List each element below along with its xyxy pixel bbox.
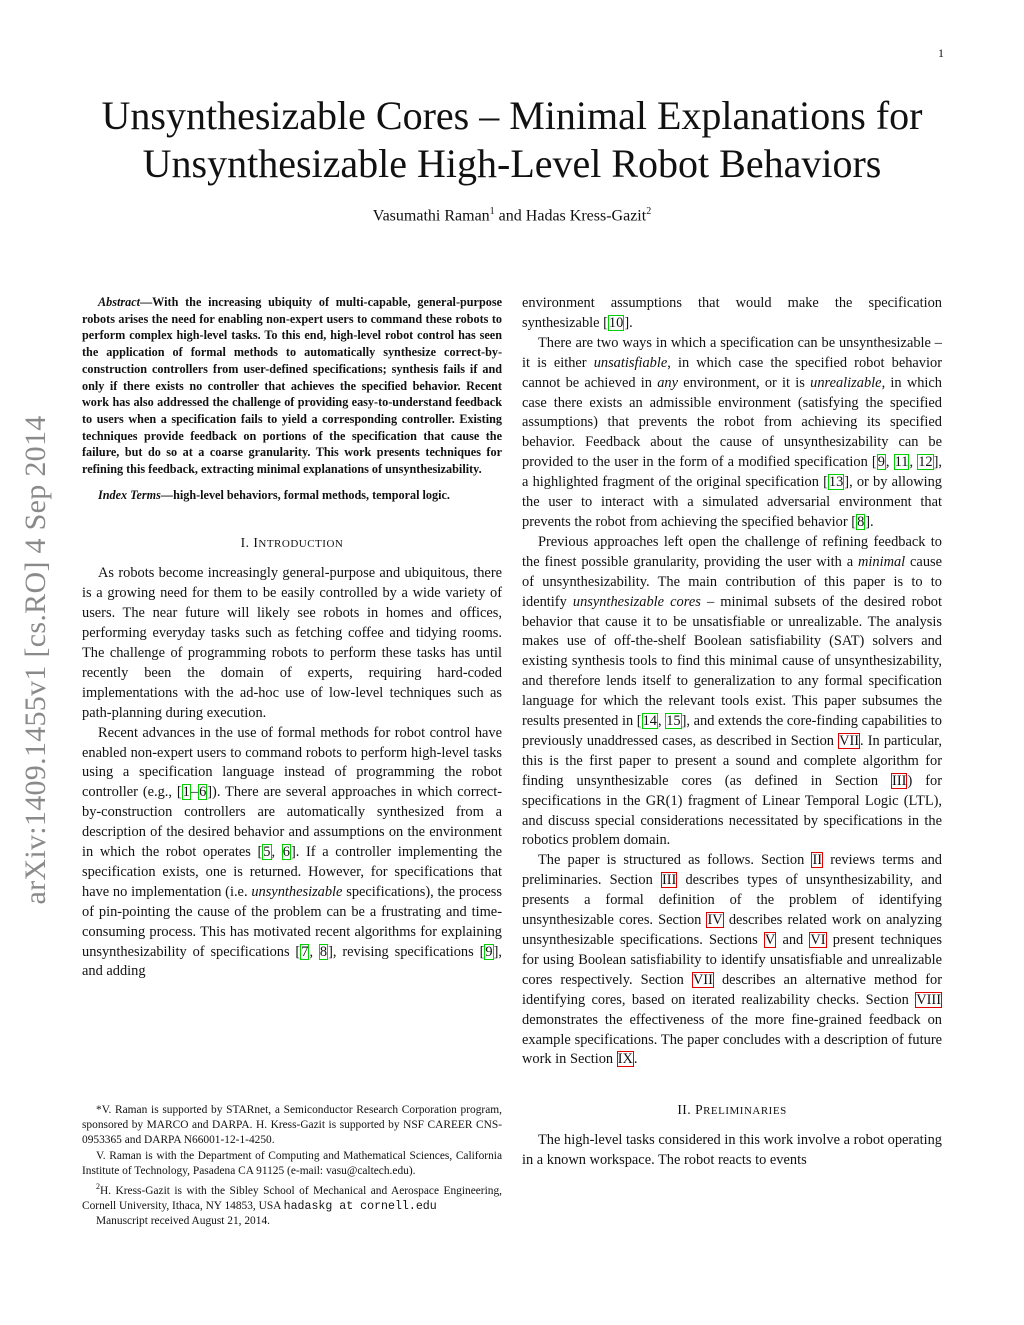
right-paragraph-0: environment assumptions that would make the specification synthesizable [10]. bbox=[522, 295, 942, 331]
abstract-label: Abstract bbox=[98, 295, 140, 309]
citation-link[interactable]: 11 bbox=[894, 454, 909, 471]
section-link[interactable]: IX bbox=[617, 1051, 633, 1068]
citation-link[interactable]: 1 bbox=[182, 784, 190, 801]
citation-link[interactable]: 12 bbox=[918, 454, 933, 471]
section-initial: I bbox=[253, 535, 259, 551]
citation-link[interactable]: 14 bbox=[642, 713, 657, 730]
author-2-sup: 2 bbox=[646, 206, 652, 217]
section-link[interactable]: VII bbox=[839, 732, 860, 749]
paper-title bbox=[40, 92, 984, 188]
preliminaries-paragraph-1: The high-level tasks considered in this work involve a robot operating in a known workspace. The robot reacts to events bbox=[522, 1132, 942, 1169]
section-link[interactable]: VI bbox=[810, 932, 826, 948]
citation-link[interactable]: 9 bbox=[877, 454, 885, 471]
abstract-text: —With the increasing ubiquity of multi-capable, general-purpose robots arises the need for enabling non-expert users to command these robots to perform complex high-level tasks. To this end, high-level robot control has seen the application of formal methods to automatically synthesize correct-by-construction controllers from user-defined specifications; synthesis fails if and only if there exists no controller that achieves the specified behavior. Recent work has also addressed the challenge of providing easy-to-understand feedback to users when a specification fails to yield a corresponding controller. Existing techniques provide feedback on portions of the specification that cause the failure, but do so at a coarse granularity. This work presents techniques for refining this feedback, extracting minimal explanations of unsynthesizability. bbox=[82, 295, 502, 477]
right-paragraph-3: The paper is structured as follows. Section II reviews terms and preliminaries. Section III describes types of unsynthesizability, and presents a formal definition of the problem of identifying unsynthesizable cores. Section IV describes related work on analyzing unsynthesizable specifications. Sections V and VI present techniques for using Boolean satisfiability to identify unsatisfiable and unrealizable cores respectively. Section VII describes an alternative method for identifying cores, based on iterated realizability checks. Section VIII demonstrates the effectiveness of the more fine-grained feedback on example specifications. The paper concludes with a description of future work in Section IX. bbox=[522, 852, 943, 1068]
citation-link[interactable]: 5 bbox=[263, 844, 271, 861]
title-line-1: Unsynthesizable Cores – Minimal Explanations for bbox=[101, 93, 923, 138]
citation-link[interactable]: 7 bbox=[301, 943, 309, 960]
section-link[interactable]: V bbox=[764, 932, 776, 948]
intro-paragraph-1: As robots become increasingly general-purpose and ubiquitous, there is a growing need for them to be easily controlled by a wide variety of users. The near future will likely see robots in homes and offices, performing everyday tasks such as fetching coffee and tidying rooms. The challenge of programming robots to perform these tasks has until recently been the domain of experts, requiring hard-coded implementations with the ad-hoc use of low-level techniques such as path-planning during execution. bbox=[82, 565, 502, 721]
section-heading-introduction bbox=[82, 533, 502, 555]
index-terms bbox=[82, 487, 502, 504]
author-1: Vasumathi Raman bbox=[372, 207, 490, 225]
section-link[interactable]: IV bbox=[707, 912, 723, 929]
section-title-rest: NTRODUCTION bbox=[258, 538, 344, 551]
citation-link[interactable]: 9 bbox=[485, 943, 493, 960]
intro-paragraph-2: Recent advances in the use of formal methods for robot control have enabled non-expert users to command robots to perform high-level tasks using a specification language instead of programming the robot controller (e.g., [1–6]). There are several approaches in which correct-by-construction controllers are automatically synthesized from a description of the desired behavior and assumptions on the environment in which the robot operates [5, 6]. If a controller implementing the specification exists, one is returned. However, for specifications that have no implementation (i.e. unsynthesizable specifications), the process of pin-pointing the cause of the problem can be a frustrating and time-consuming process. This has motivated recent algorithms for explaining unsynthesizability of specifications [7, 8], revising specifications [9], and adding bbox=[82, 724, 502, 980]
footnote-funding: *V. Raman is supported by STARnet, a Semiconductor Research Corporation program, sponsored by MARCO and DARPA. H. Kress-Gazit is supported by NSF CAREER CNS-0953365 and DARPA N66001-12-1-4250. bbox=[82, 1104, 502, 1147]
author-2: Hadas Kress-Gazit bbox=[525, 207, 647, 225]
citation-link[interactable]: 8 bbox=[857, 513, 865, 530]
footnote-manuscript: Manuscript received August 21, 2014. bbox=[96, 1215, 270, 1228]
index-terms-text: —high-level behaviors, formal methods, temporal logic. bbox=[160, 487, 450, 502]
email-address: hadaskg at cornell.edu bbox=[283, 1200, 437, 1214]
footnotes bbox=[82, 1103, 502, 1229]
title-line-2: Unsynthesizable High-Level Robot Behaviors bbox=[142, 141, 882, 186]
arxiv-id: arXiv:1409.1455v1 [cs.RO] 4 Sep 2014 bbox=[19, 415, 52, 905]
section-number: I. bbox=[240, 535, 254, 551]
footnote-raman: V. Raman is with the Department of Computing and Mathematical Sciences, California Institute of Technology, Pasadena CA 91125 (e-mail: vasu@caltech.edu). bbox=[82, 1149, 502, 1177]
section-link[interactable]: III bbox=[661, 872, 677, 889]
citation-link[interactable]: 8 bbox=[319, 943, 328, 960]
index-terms-label: Index Terms bbox=[98, 487, 161, 502]
section-initial: P bbox=[695, 1102, 704, 1118]
section-link[interactable]: VIII bbox=[916, 991, 941, 1008]
citation-link[interactable]: 10 bbox=[608, 314, 624, 331]
section-heading-preliminaries bbox=[522, 1100, 942, 1122]
page-number: 1 bbox=[938, 46, 944, 60]
citation-link[interactable]: 6 bbox=[282, 844, 290, 861]
authors-and: and bbox=[494, 207, 526, 225]
footnote-kress-gazit: $^2$H. Kress-Gazit is with the Sibley School of Mechanical and Aerospace Engineering, Cornell University, Ithaca, NY 14853, USA hadaskg at cornell.edu bbox=[82, 1182, 502, 1214]
author-line bbox=[40, 206, 984, 225]
section-number: II. bbox=[677, 1102, 696, 1118]
section-link[interactable]: II bbox=[812, 852, 823, 869]
abstract bbox=[82, 294, 502, 478]
citation-link[interactable]: 13 bbox=[828, 474, 844, 491]
right-paragraph-1: There are two ways in which a specification can be unsynthesizable – it is either unsatisfiable, in which case the specified robot behavior cannot be achieved in any environment, or it is unrealizable, in which case there exists an admissible environment (satisfying the specified assumptions) that prevents the robot from achieving its specified behavior. Feedback about the cause of unsynthesizability can be provided to the user in the form of a modified specification [9, 11, 12], a highlighted fragment of the original specification [13], or by allowing the user to interact with a simulated adversarial environment that prevents the robot from achieving the specified behavior [8]. bbox=[522, 334, 943, 530]
citation-link[interactable]: 6 bbox=[199, 784, 207, 801]
citation-link[interactable]: 15 bbox=[666, 713, 681, 730]
left-column bbox=[82, 294, 502, 982]
section-link[interactable]: VII bbox=[692, 971, 713, 988]
section-title-rest: RELIMINARIES bbox=[703, 1105, 787, 1118]
right-column bbox=[522, 294, 942, 1171]
section-link[interactable]: III bbox=[892, 772, 907, 789]
author-1-sup: 1 bbox=[489, 206, 495, 217]
right-paragraph-2: Previous approaches left open the challenge of refining feedback to the finest possible granularity, providing the user with a minimal cause of unsynthesizability. The main contribution of this paper is to to identify unsynthesizable cores – minimal subsets of the desired robot behavior that cause it to be unsatisfiable or unrealizable. The analysis makes use of off-the-shelf Boolean satisfiability (SAT) solvers and existing synthesis tools to find this minimal cause of unsynthesizability, and therefore lends itself to generalization to any formal specification language for which the relevant tools exist. This paper subsumes the results presented in [14, 15], and extends the core-finding capabilities to previously unaddressed cases, as described in Section VII. In particular, this is the first paper to present a sound and complete algorithm for finding unsynthesizable cores (as defined in Section III) for specifications in the GR(1) fragment of Linear Temporal Logic (LTL), and discuss special considerations necessitated by specifications in the robotics problem domain. bbox=[522, 533, 943, 849]
